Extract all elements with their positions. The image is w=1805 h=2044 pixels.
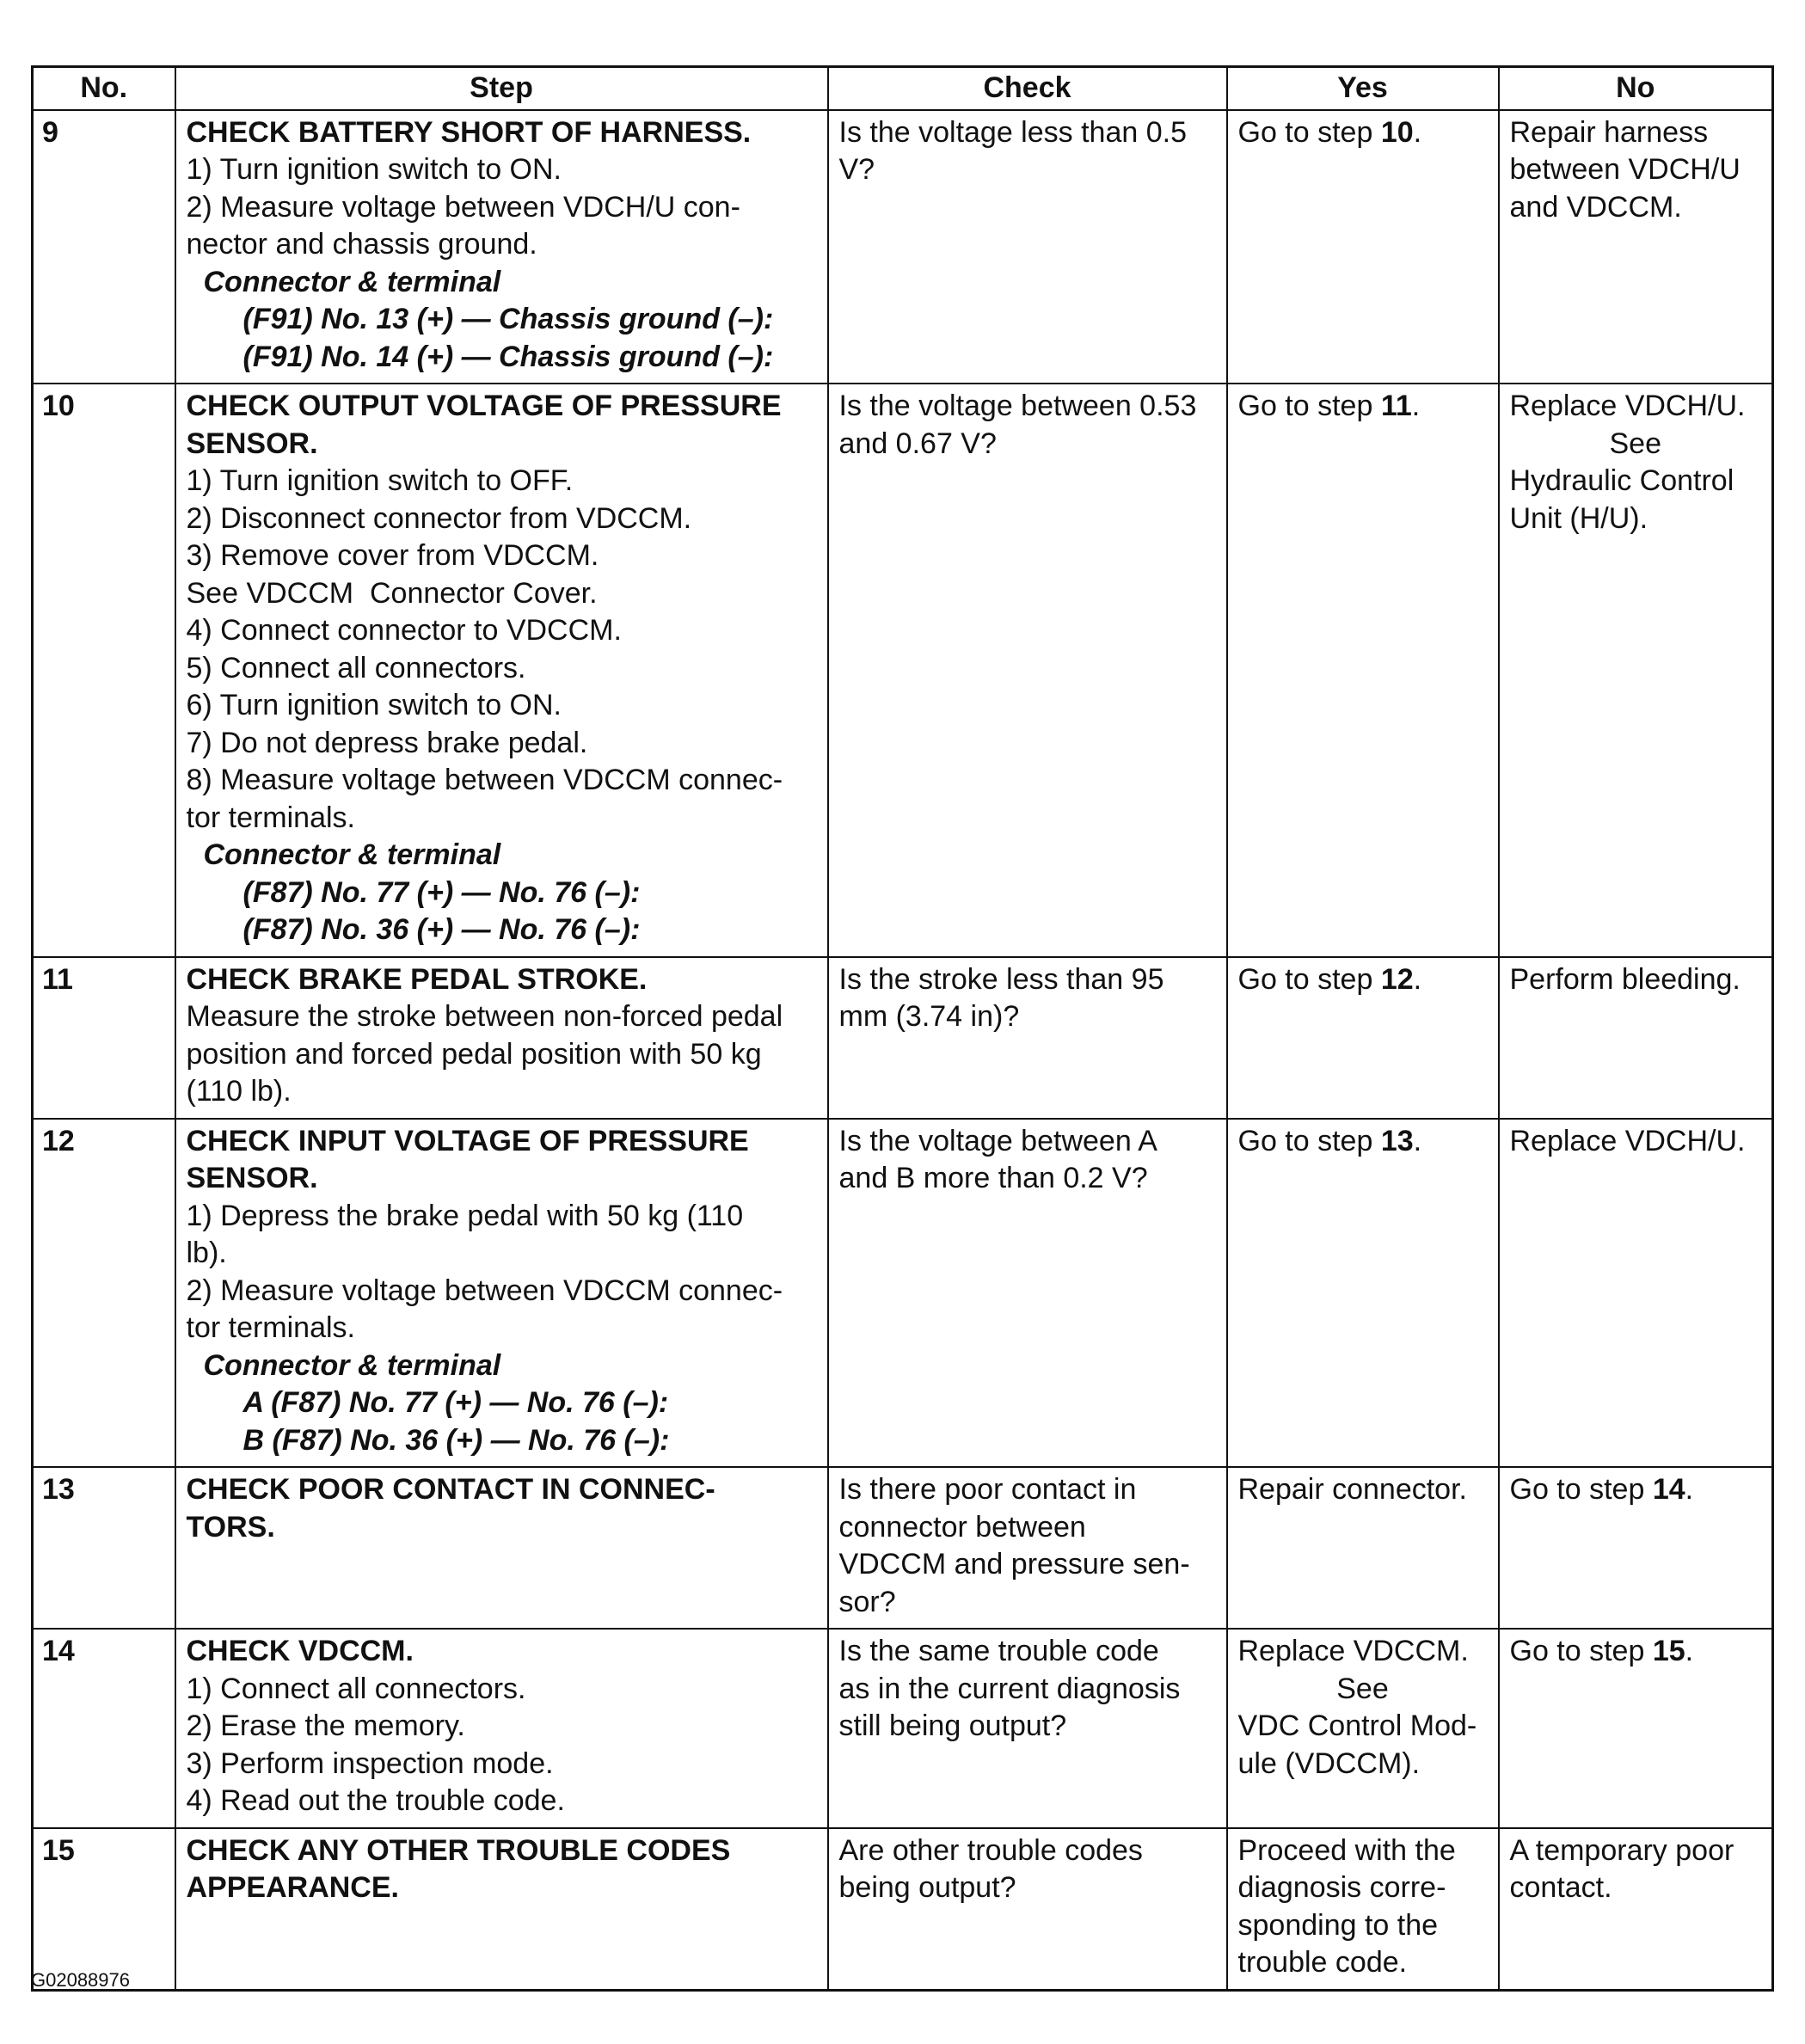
- header-yes: Yes: [1227, 67, 1499, 110]
- no-action-cell: [1499, 110, 1773, 384]
- step-number: 9: [33, 110, 175, 384]
- goto-period: .: [1413, 1124, 1422, 1157]
- header-no: No.: [33, 67, 175, 110]
- step-line: CHECK ANY OTHER TROUBLE CODES: [186, 1833, 731, 1867]
- goto-text: Go to step: [1509, 1635, 1653, 1667]
- figure-code: G02088976: [31, 1969, 130, 1991]
- header-no-action: No: [1499, 67, 1773, 110]
- check-line: V?: [838, 153, 875, 186]
- yes-line: [1238, 114, 1488, 152]
- table-row: [33, 1119, 1773, 1468]
- no-action-line: Hydraulic Control: [1509, 464, 1734, 497]
- step-line: Connector & terminal: [203, 265, 501, 298]
- yes-cell: [1227, 384, 1499, 957]
- step-line: CHECK POOR CONTACT IN CONNEC-: [186, 1473, 715, 1506]
- check-line: Are other trouble codes: [838, 1833, 1143, 1867]
- check-cell: [828, 384, 1227, 957]
- yes-cell: [1227, 110, 1499, 384]
- goto-text: Go to step: [1237, 390, 1381, 422]
- check-cell: [828, 1828, 1227, 1991]
- step-number: 15: [33, 1828, 175, 1991]
- no-action-line: Perform bleeding.: [1509, 962, 1741, 996]
- yes-line: Proceed with the: [1237, 1833, 1456, 1867]
- goto-period: .: [1685, 1473, 1694, 1506]
- step-line: CHECK BRAKE PEDAL STROKE.: [186, 962, 648, 996]
- yes-line: ule (VDCCM).: [1237, 1746, 1421, 1780]
- yes-line: VDC Control Mod-: [1237, 1709, 1477, 1742]
- yes-line: Replace VDCCM.: [1237, 1635, 1469, 1667]
- no-action-line: Replace VDCH/U.: [1509, 390, 1746, 422]
- step-cell: [175, 1467, 828, 1629]
- no-action-line: and VDCCM.: [1509, 190, 1682, 224]
- yes-line: See: [1336, 1672, 1389, 1705]
- step-cell: [175, 1119, 828, 1468]
- step-line: SENSOR.: [186, 1162, 318, 1194]
- step-line: nector and chassis ground.: [186, 228, 537, 261]
- step-line: 2) Measure voltage between VDCCM connec-: [186, 1274, 783, 1307]
- goto-step-number: 11: [1380, 390, 1412, 422]
- step-line: position and forced pedal position with 50 kg: [186, 1037, 762, 1071]
- step-number: 10: [33, 384, 175, 957]
- step-line: 4) Read out the trouble code.: [186, 1784, 565, 1817]
- no-action-cell: [1499, 1467, 1773, 1629]
- step-line: 1) Turn ignition switch to OFF.: [186, 464, 574, 497]
- check-line: mm (3.74 in)?: [838, 1000, 1020, 1033]
- check-cell: [828, 957, 1227, 1119]
- step-line: 7) Do not depress brake pedal.: [186, 726, 588, 759]
- check-cell: [828, 1467, 1227, 1629]
- no-action-line: Repair harness: [1509, 115, 1709, 149]
- goto-step-number: 10: [1380, 115, 1414, 149]
- check-cell: [828, 1629, 1227, 1828]
- step-cell: [175, 1828, 828, 1991]
- table-header: [33, 67, 1773, 110]
- step-line: 4) Connect connector to VDCCM.: [186, 614, 622, 647]
- no-action-line: [1510, 1471, 1762, 1509]
- yes-line: Repair connector.: [1237, 1473, 1467, 1506]
- yes-cell: [1227, 1119, 1499, 1468]
- goto-step-number: 14: [1652, 1473, 1685, 1506]
- check-line: Is the voltage between A: [838, 1124, 1157, 1157]
- step-line: Measure the stroke between non-forced pedal: [186, 1000, 783, 1033]
- no-action-cell: [1499, 1629, 1773, 1828]
- step-line: 2) Disconnect connector from VDCCM.: [186, 501, 692, 535]
- step-line: CHECK INPUT VOLTAGE OF PRESSURE: [186, 1124, 749, 1157]
- step-cell: [175, 384, 828, 957]
- step-number: 12: [33, 1119, 175, 1468]
- check-line: and 0.67 V?: [838, 427, 997, 460]
- step-cell: [175, 957, 828, 1119]
- check-line: and B more than 0.2 V?: [838, 1162, 1148, 1194]
- step-number: 11: [33, 957, 175, 1119]
- yes-line: diagnosis corre-: [1237, 1871, 1446, 1904]
- yes-line: trouble code.: [1237, 1946, 1408, 1979]
- check-line: Is the same trouble code: [838, 1635, 1159, 1667]
- yes-line: [1238, 1123, 1488, 1161]
- goto-step-number: 13: [1380, 1124, 1414, 1157]
- step-line: 1) Depress the brake pedal with 50 kg (110: [186, 1199, 744, 1232]
- step-line: See VDCCM Connector Cover.: [186, 576, 598, 610]
- step-line: (110 lb).: [186, 1075, 292, 1108]
- no-action-line: contact.: [1509, 1871, 1612, 1904]
- step-line: 6) Turn ignition switch to ON.: [186, 689, 562, 721]
- goto-step-number: 12: [1380, 962, 1414, 996]
- no-action-cell: [1499, 1119, 1773, 1468]
- goto-text: Go to step: [1237, 962, 1381, 996]
- table-row: [33, 110, 1773, 384]
- goto-period: .: [1413, 115, 1422, 149]
- check-line: being output?: [838, 1871, 1016, 1904]
- step-cell: [175, 1629, 828, 1828]
- table-row: [33, 957, 1773, 1119]
- step-line: SENSOR.: [186, 427, 318, 460]
- step-line: Connector & terminal: [203, 838, 501, 871]
- no-action-cell: [1499, 1828, 1773, 1991]
- yes-cell: [1227, 957, 1499, 1119]
- no-action-line: A temporary poor: [1509, 1833, 1734, 1867]
- step-line: Connector & terminal: [203, 1348, 501, 1382]
- check-cell: [828, 110, 1227, 384]
- step-cell: [175, 110, 828, 384]
- check-cell: [828, 1119, 1227, 1468]
- diagnostic-table: [31, 65, 1774, 1992]
- goto-text: Go to step: [1509, 1473, 1653, 1506]
- no-action-line: Unit (H/U).: [1509, 501, 1648, 535]
- goto-period: .: [1413, 962, 1422, 996]
- goto-text: Go to step: [1237, 1124, 1381, 1157]
- goto-text: Go to step: [1237, 115, 1381, 149]
- table-row: [33, 1828, 1773, 1991]
- yes-line: sponding to the: [1237, 1908, 1439, 1942]
- step-line: (F91) No. 14 (+) — Chassis ground (–):: [243, 340, 774, 373]
- step-line: 1) Turn ignition switch to ON.: [186, 153, 562, 186]
- step-line: 2) Measure voltage between VDCH/U con-: [186, 190, 740, 224]
- table-row: [33, 1629, 1773, 1828]
- step-line: 3) Remove cover from VDCCM.: [186, 539, 599, 572]
- step-number: 14: [33, 1629, 175, 1828]
- step-line: APPEARANCE.: [186, 1871, 399, 1904]
- step-number: 13: [33, 1467, 175, 1629]
- check-line: connector between: [838, 1510, 1086, 1544]
- step-line: 3) Perform inspection mode.: [186, 1746, 554, 1780]
- step-line: (F91) No. 13 (+) — Chassis ground (–):: [243, 303, 774, 335]
- no-action-cell: [1499, 384, 1773, 957]
- no-action-line: between VDCH/U: [1509, 153, 1741, 186]
- check-line: sor?: [838, 1585, 896, 1618]
- yes-line: [1238, 961, 1488, 999]
- no-action-line: [1510, 1633, 1762, 1671]
- step-line: tor terminals.: [186, 801, 355, 834]
- yes-cell: [1227, 1828, 1499, 1991]
- check-line: Is the stroke less than 95: [838, 962, 1164, 996]
- step-line: 1) Connect all connectors.: [186, 1672, 526, 1705]
- step-line: TORS.: [186, 1510, 275, 1544]
- step-line: CHECK BATTERY SHORT OF HARNESS.: [186, 115, 752, 149]
- step-line: B (F87) No. 36 (+) — No. 76 (–):: [243, 1423, 670, 1457]
- check-line: as in the current diagnosis: [838, 1672, 1181, 1705]
- yes-line: [1238, 388, 1488, 426]
- step-line: 2) Erase the memory.: [186, 1709, 465, 1742]
- check-line: VDCCM and pressure sen-: [838, 1548, 1190, 1581]
- no-action-line: Replace VDCH/U.: [1509, 1124, 1746, 1157]
- check-line: Is there poor contact in: [838, 1473, 1137, 1506]
- step-line: CHECK VDCCM.: [186, 1635, 414, 1667]
- step-line: (F87) No. 36 (+) — No. 76 (–):: [243, 913, 641, 946]
- step-line: tor terminals.: [186, 1311, 355, 1344]
- goto-step-number: 15: [1652, 1635, 1685, 1667]
- table-body: [33, 110, 1773, 1991]
- check-line: Is the voltage between 0.53: [838, 390, 1197, 422]
- step-line: A (F87) No. 77 (+) — No. 76 (–):: [243, 1386, 669, 1419]
- table-row: [33, 384, 1773, 957]
- table-row: [33, 1467, 1773, 1629]
- yes-cell: [1227, 1467, 1499, 1629]
- step-line: 8) Measure voltage between VDCCM connec-: [186, 764, 783, 796]
- check-line: still being output?: [838, 1709, 1067, 1742]
- no-action-line: See: [1609, 427, 1661, 460]
- step-line: 5) Connect all connectors.: [186, 651, 526, 684]
- no-action-cell: [1499, 957, 1773, 1119]
- step-line: lb).: [186, 1237, 227, 1269]
- step-line: (F87) No. 77 (+) — No. 76 (–):: [243, 875, 641, 909]
- header-check: Check: [828, 67, 1227, 110]
- goto-period: .: [1685, 1635, 1694, 1667]
- header-step: Step: [175, 67, 828, 110]
- check-line: Is the voltage less than 0.5: [838, 115, 1187, 149]
- yes-cell: [1227, 1629, 1499, 1828]
- header-row: [33, 67, 1773, 110]
- goto-period: .: [1411, 390, 1421, 422]
- step-line: CHECK OUTPUT VOLTAGE OF PRESSURE: [186, 390, 782, 422]
